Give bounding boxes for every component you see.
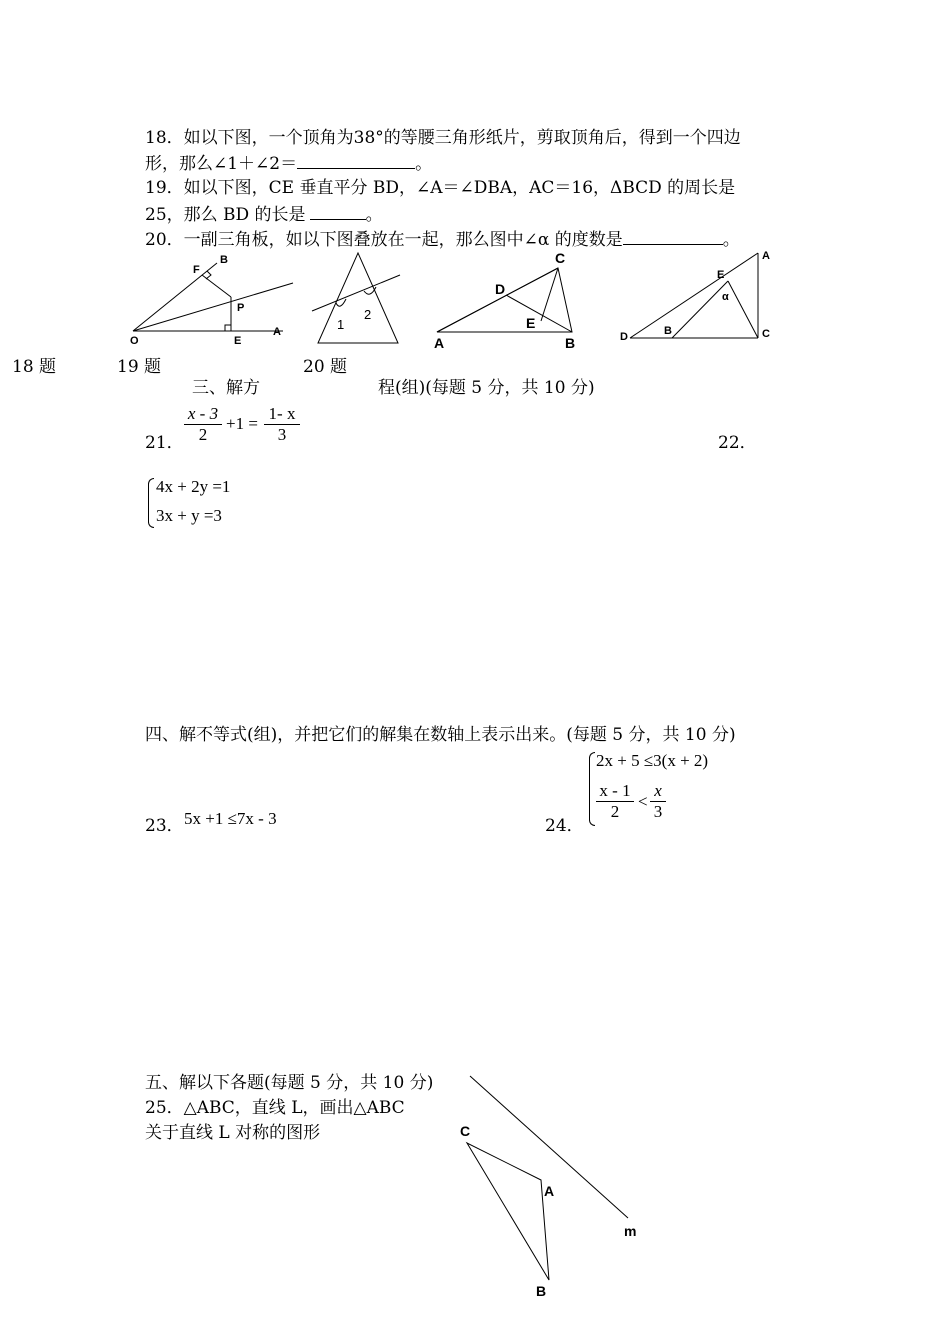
q18-line2 — [145, 150, 432, 176]
q24-brace — [589, 752, 595, 826]
fig20-hyp-da — [630, 253, 758, 338]
figure-c — [437, 268, 572, 332]
fig18-label-b: B — [220, 254, 228, 266]
figure-18-labels — [130, 254, 281, 347]
q18-line2-prefix: 形，那么∠1＋∠2＝ — [145, 154, 298, 174]
section4-title: 四、解不等式(组)，并把它们的解集在数轴上表示出来。(每题 5 分，共 10 分) — [145, 725, 736, 745]
q20-line1-prefix: 20．一副三角板，如以下图叠放在一起，那么图中∠α 的度数是 — [145, 230, 623, 250]
q21-rhs-denominator: 3 — [277, 425, 287, 444]
figure-c-labels — [434, 250, 575, 351]
q18-line2-suffix: 。 — [415, 154, 433, 174]
figure-20 — [630, 253, 758, 338]
q19-line2 — [145, 201, 383, 227]
fig18-line-ob — [133, 263, 217, 331]
caption-18: 18 题 — [12, 357, 57, 377]
q25-label-m: m — [624, 1223, 637, 1239]
fig20-label-a: A — [762, 250, 770, 262]
fig19-triangle — [318, 253, 398, 343]
q24-fraction-2-numerator: x — [650, 781, 666, 802]
figures-row — [0, 245, 950, 355]
q25-figure — [440, 1068, 660, 1308]
q21-rhs-numerator: 1- x — [264, 404, 300, 425]
q25-line1: 25．△ABC，直线 L，画出△ABC — [145, 1098, 405, 1118]
q22-equation-1: 4x + 2y =1 — [156, 477, 231, 496]
q24-less-than: < — [638, 792, 648, 811]
q22-equation-2: 3x + y =3 — [156, 506, 222, 525]
figc-triangle-abc — [437, 268, 572, 332]
figc-label-d: D — [495, 281, 506, 297]
q24-fraction-2-denominator: 3 — [653, 802, 663, 821]
figc-label-a: A — [434, 335, 445, 351]
q21-lhs-denominator: 2 — [198, 425, 208, 444]
q22-number: 22． — [718, 433, 757, 453]
fig19-label-2: 2 — [364, 307, 372, 322]
fig18-right-angle-f — [206, 271, 211, 279]
fig18-label-a: A — [273, 326, 281, 338]
q21-rhs-fraction — [264, 404, 300, 445]
q24-fraction-1-denominator: 2 — [610, 802, 620, 821]
q23-inequality: 5x +1 ≤7x - 3 — [184, 809, 277, 828]
q19-line1: 19．如以下图，CE 垂直平分 BD，∠A＝∠DBA，AC＝16，ΔBCD 的周长是 — [145, 178, 736, 198]
q25-label-c: C — [460, 1123, 471, 1139]
q24-fraction-1 — [596, 781, 634, 822]
q18-answer-blank[interactable] — [297, 150, 415, 169]
figure-19-labels — [337, 307, 371, 332]
fig20-label-alpha: α — [722, 291, 729, 303]
caption-20: 20 题 — [303, 357, 348, 377]
q21-plus-one-equals: +1 = — [226, 414, 258, 433]
q19-line2-prefix: 25，那么 BD 的长是 — [145, 205, 306, 225]
q18-line1: 18．如以下图，一个顶角为38°的等腰三角形纸片，剪取顶角后，得到一个四边 — [145, 128, 741, 148]
figc-label-b: B — [565, 335, 576, 351]
fig18-right-angle-e — [225, 325, 231, 331]
q25-label-b: B — [536, 1283, 547, 1299]
figc-line-ac — [437, 268, 558, 332]
q21-lhs-numerator: x - 3 — [184, 404, 222, 425]
caption-19: 19 题 — [117, 357, 162, 377]
q24-number: 24． — [545, 816, 584, 836]
fig18-label-p: P — [237, 302, 245, 314]
q23-number: 23． — [145, 816, 184, 836]
figc-label-e: E — [526, 315, 536, 331]
figure-20-labels — [620, 250, 770, 343]
q24-fraction-2 — [650, 781, 666, 822]
fig19-cut-line — [312, 275, 400, 311]
figc-label-c: C — [555, 250, 566, 266]
fig18-label-f: F — [193, 264, 200, 276]
section3-title-part2: 程(组)(每题 5 分，共 10 分) — [378, 378, 595, 398]
fig20-label-b: B — [664, 325, 672, 337]
q25-line2: 关于直线 L 对称的图形 — [145, 1123, 321, 1143]
fig20-line-be — [672, 281, 728, 338]
fig18-line-op — [133, 283, 293, 331]
figure-19 — [312, 253, 400, 343]
fig19-angle-2-arc — [364, 287, 376, 294]
q25-label-a: A — [544, 1183, 555, 1199]
q21-lhs-fraction — [184, 404, 222, 445]
fig18-label-o: O — [130, 335, 139, 347]
fig20-label-d: D — [620, 331, 628, 343]
q19-answer-blank[interactable] — [310, 201, 366, 220]
figure-18 — [133, 263, 293, 331]
q19-line2-suffix: 。 — [365, 205, 383, 225]
fig19-label-1: 1 — [337, 317, 345, 332]
section5-title: 五、解以下各题(每题 5 分，共 10 分) — [145, 1073, 434, 1093]
q25-triangle-abc — [467, 1143, 549, 1280]
figc-line-db — [506, 295, 572, 332]
q24-inequality-1: 2x + 5 ≤3(x + 2) — [596, 751, 709, 770]
q20-line1-suffix: 。 — [722, 230, 740, 250]
q21-number: 21． — [145, 433, 184, 453]
q20-answer-blank[interactable] — [623, 226, 723, 245]
fig18-label-e: E — [234, 335, 242, 347]
fig20-label-c: C — [762, 328, 770, 340]
section3-title-part1: 三、解方 — [192, 378, 260, 398]
fig20-label-e: E — [717, 269, 725, 281]
fig20-line-ec — [728, 281, 758, 338]
q24-fraction-1-numerator: x - 1 — [596, 781, 634, 802]
q22-brace — [148, 478, 154, 528]
